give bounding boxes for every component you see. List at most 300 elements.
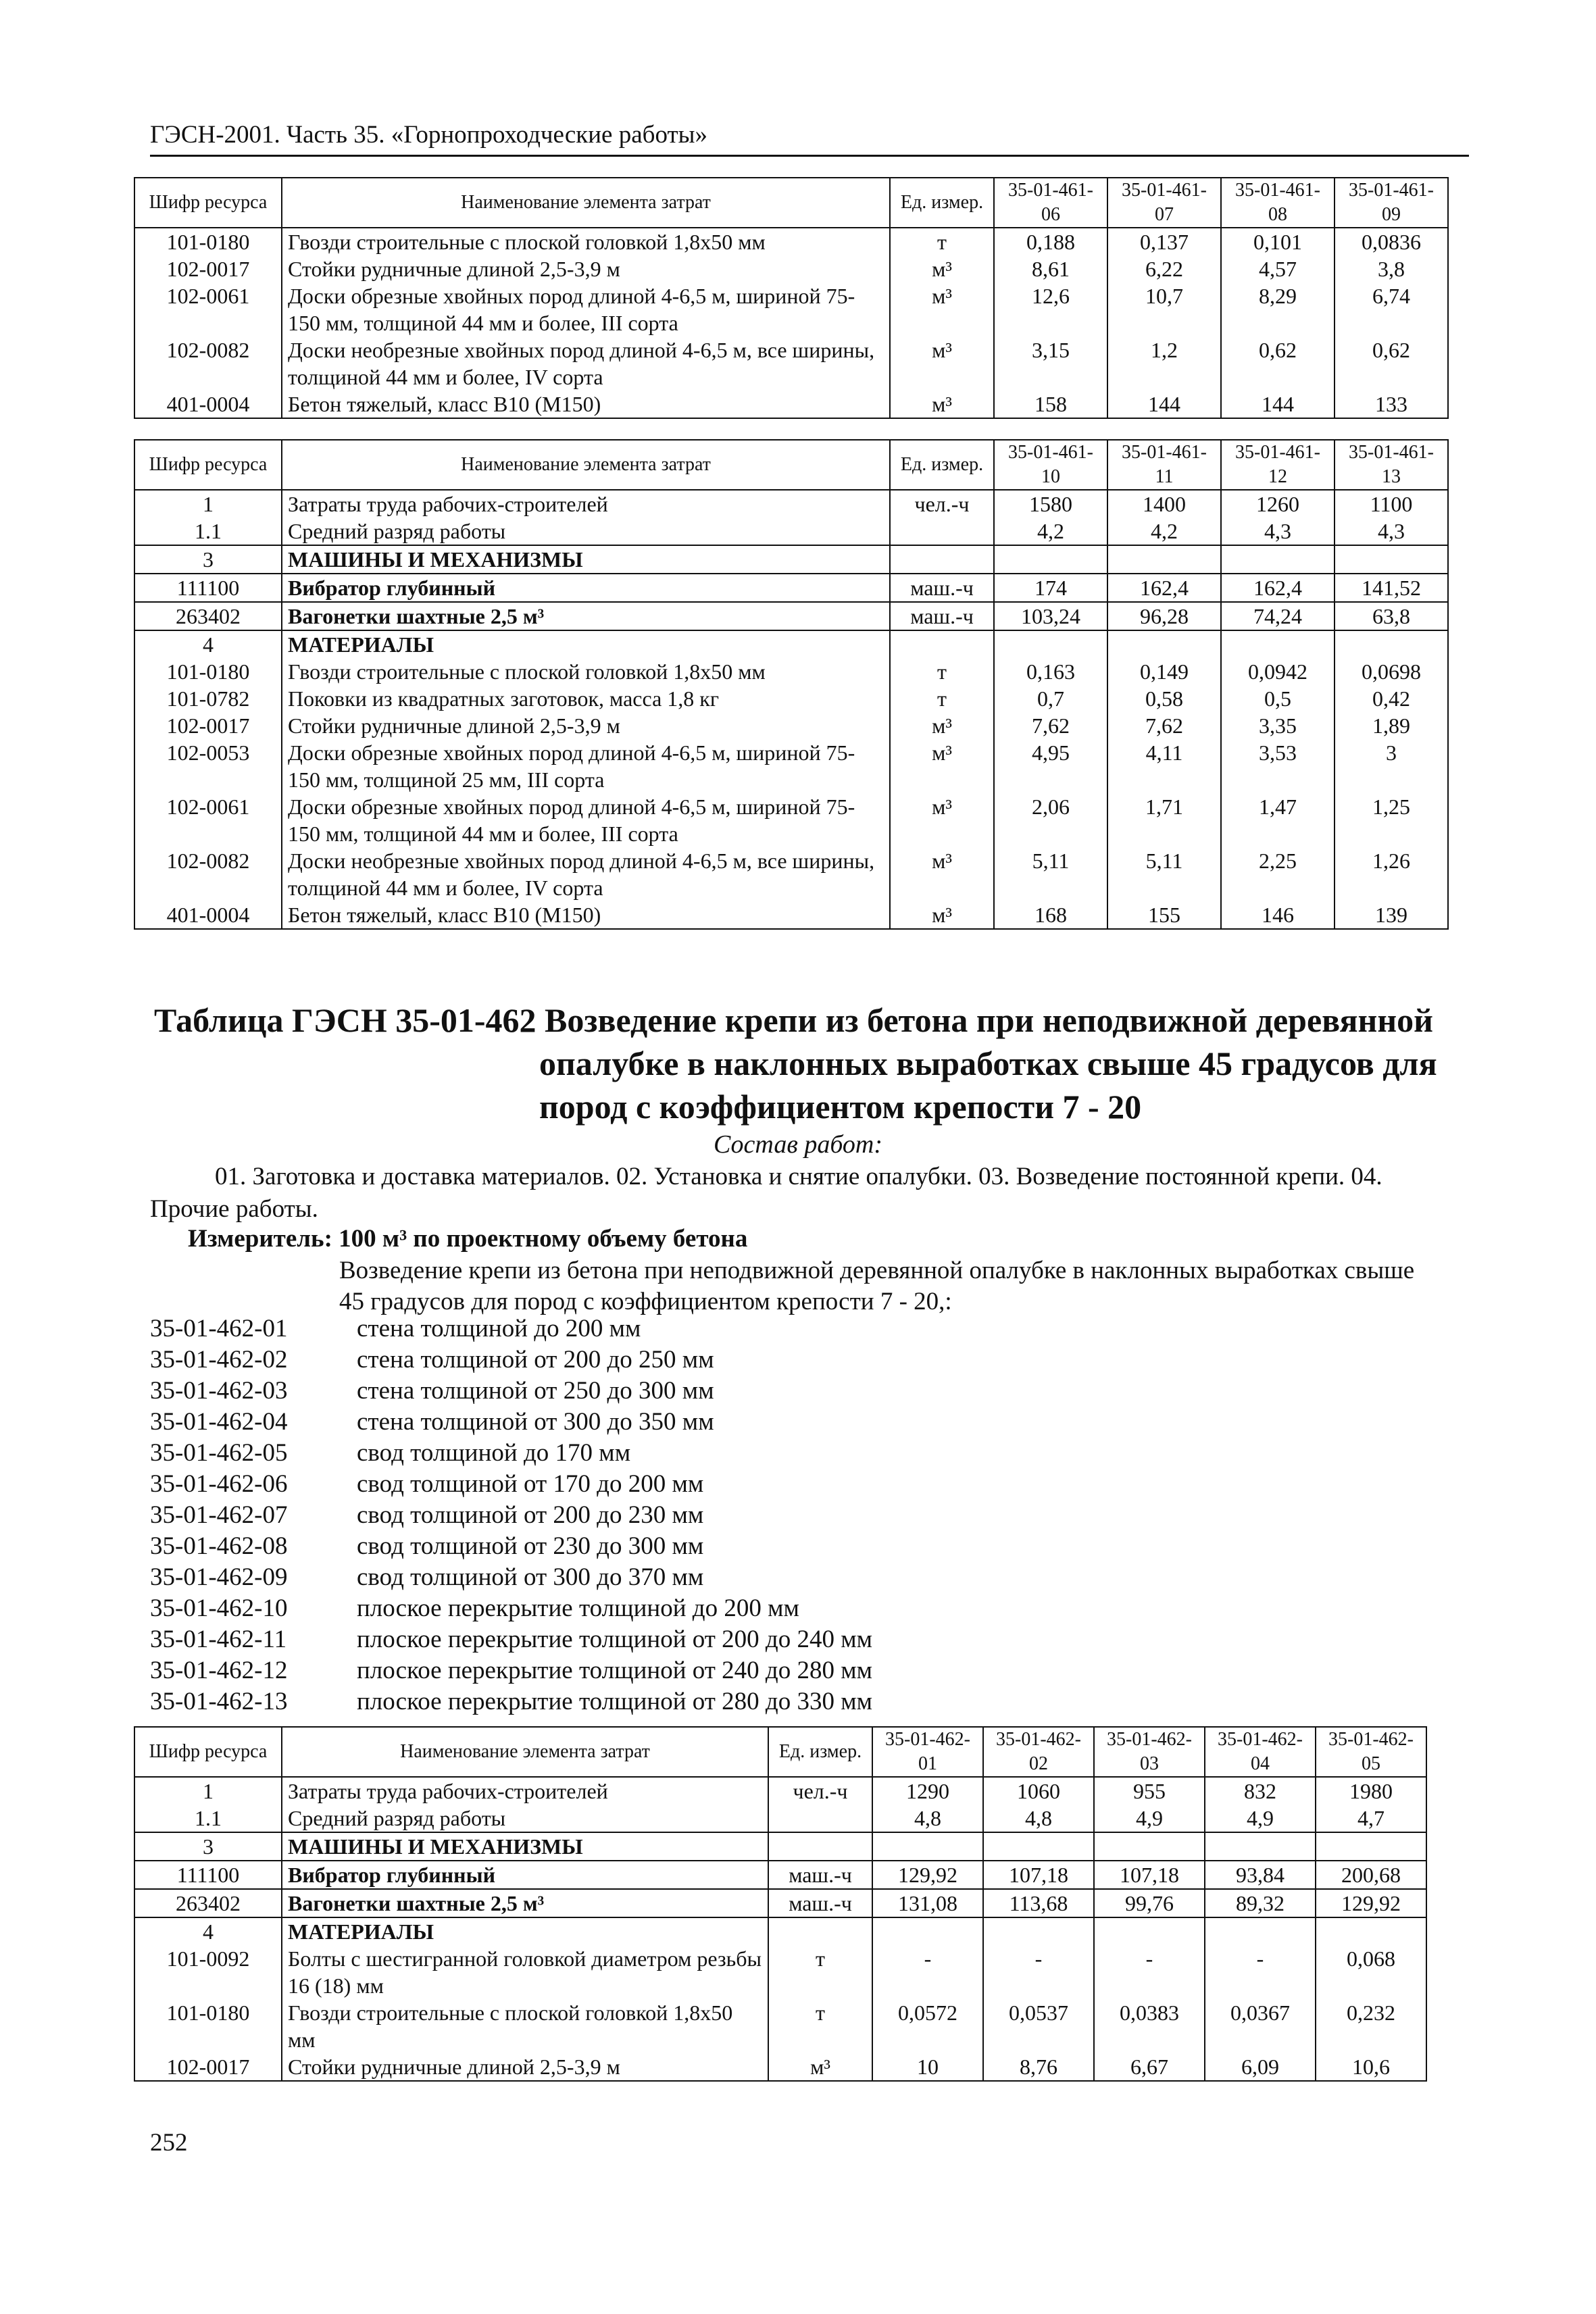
table-row xyxy=(134,336,1448,391)
resource-code: 102-0082 xyxy=(134,847,282,901)
resource-table-461-06-09 xyxy=(134,177,1449,419)
resource-code: 102-0017 xyxy=(134,712,282,739)
resource-unit xyxy=(768,1805,872,1832)
resource-value: 0,101 xyxy=(1221,228,1335,255)
table-row xyxy=(134,2053,1426,2081)
resource-value: - xyxy=(983,1945,1094,1999)
resource-value: 1100 xyxy=(1335,490,1448,518)
resource-value: 103,24 xyxy=(994,602,1107,630)
resource-value: 107,18 xyxy=(1094,1861,1205,1889)
resource-value xyxy=(1316,1917,1426,1945)
resource-value: 107,18 xyxy=(983,1861,1094,1889)
norm-item-code: 35-01-462-09 xyxy=(150,1563,288,1591)
resource-value: 74,24 xyxy=(1221,602,1335,630)
norm-item-code: 35-01-462-13 xyxy=(150,1688,288,1715)
resource-name: Средний разряд работы xyxy=(282,518,890,545)
resource-value: 5,11 xyxy=(994,847,1107,901)
table-title-line-3: пород с коэффициентом крепости 7 - 20 xyxy=(539,1088,1142,1126)
norm-item xyxy=(150,1376,872,1407)
resource-unit: м³ xyxy=(890,391,994,418)
resource-value: 7,62 xyxy=(994,712,1107,739)
table-row xyxy=(134,658,1448,685)
resource-code: 101-0180 xyxy=(134,1999,282,2053)
resource-value: 162,4 xyxy=(1221,574,1335,602)
norm-item xyxy=(150,1438,872,1469)
norm-item-desc: свод толщиной от 170 до 200 мм xyxy=(357,1470,704,1498)
resource-code: 3 xyxy=(134,545,282,574)
norm-item xyxy=(150,1593,872,1624)
resource-name: Доски обрезные хвойных пород длиной 4-6,5 м, шириной 75-150 мм, толщиной 44 мм и более, III сорта xyxy=(282,793,890,847)
resource-value: 0,0942 xyxy=(1221,658,1335,685)
resource-value: 93,84 xyxy=(1205,1861,1316,1889)
resource-name: МАШИНЫ И МЕХАНИЗМЫ xyxy=(282,1832,768,1861)
resource-value: 133 xyxy=(1335,391,1448,418)
resource-name: Гвозди строительные с плоской головкой 1,8x50 мм xyxy=(282,658,890,685)
running-header: ГЭСН-2001. Часть 35. «Горнопроходческие работы» xyxy=(150,120,1469,157)
resource-value: 0,0537 xyxy=(983,1999,1094,2053)
resource-code: 1.1 xyxy=(134,1805,282,1832)
resource-value: 4,8 xyxy=(983,1805,1094,1832)
norm-item-desc: свод толщиной от 230 до 300 мм xyxy=(357,1532,704,1560)
resource-value: 3,35 xyxy=(1221,712,1335,739)
resource-name: Бетон тяжелый, класс В10 (М150) xyxy=(282,901,890,929)
resource-value: 3 xyxy=(1335,739,1448,793)
resource-value: 832 xyxy=(1205,1777,1316,1805)
norm-item-code: 35-01-462-05 xyxy=(150,1439,288,1467)
resource-value: 3,15 xyxy=(994,336,1107,391)
header-unit: Ед. измер. xyxy=(890,178,994,228)
resource-name: МАТЕРИАЛЫ xyxy=(282,630,890,658)
resource-name: МАШИНЫ И МЕХАНИЗМЫ xyxy=(282,545,890,574)
resource-value: 1400 xyxy=(1107,490,1221,518)
table-header-row xyxy=(134,440,1448,490)
resource-unit: маш.-ч xyxy=(890,574,994,602)
resource-value: 0,0698 xyxy=(1335,658,1448,685)
resource-value: 131,08 xyxy=(872,1889,983,1917)
resource-name: Гвозди строительные с плоской головкой 1,8x50 мм xyxy=(282,228,890,255)
norm-item xyxy=(150,1500,872,1531)
resource-value xyxy=(994,545,1107,574)
resource-value xyxy=(1205,1832,1316,1861)
resource-value: 8,61 xyxy=(994,255,1107,282)
resource-code: 1.1 xyxy=(134,518,282,545)
resource-value: 2,25 xyxy=(1221,847,1335,901)
page-number: 252 xyxy=(150,2129,188,2157)
resource-value: 4,2 xyxy=(1107,518,1221,545)
resource-code: 1 xyxy=(134,1777,282,1805)
resource-value xyxy=(983,1917,1094,1945)
norm-item-desc: плоское перекрытие толщиной от 200 до 240 мм xyxy=(357,1626,873,1653)
header-norm-code: 35-01-461-12 xyxy=(1221,440,1335,490)
resource-value: 89,32 xyxy=(1205,1889,1316,1917)
resource-value: 168 xyxy=(994,901,1107,929)
norm-item xyxy=(150,1531,872,1562)
norm-item xyxy=(150,1344,872,1376)
resource-unit: м³ xyxy=(890,847,994,901)
header-name: Наименование элемента затрат xyxy=(282,1727,768,1777)
resource-code: 4 xyxy=(134,630,282,658)
norm-item-desc: стена толщиной от 300 до 350 мм xyxy=(357,1408,714,1436)
header-norm-code: 35-01-461-07 xyxy=(1107,178,1221,228)
resource-code: 102-0053 xyxy=(134,739,282,793)
norm-item-code: 35-01-462-01 xyxy=(150,1315,288,1342)
resource-value: 129,92 xyxy=(872,1861,983,1889)
resource-unit: м³ xyxy=(890,282,994,336)
table-row xyxy=(134,1861,1426,1889)
norm-item-desc: стена толщиной от 250 до 300 мм xyxy=(357,1377,714,1405)
table-row xyxy=(134,255,1448,282)
table-row xyxy=(134,391,1448,418)
norm-item xyxy=(150,1313,872,1344)
resource-code: 111100 xyxy=(134,1861,282,1889)
table-title-line-1: Таблица ГЭСН 35-01-462 Возведение крепи из бетона при неподвижной деревянной xyxy=(154,1001,1433,1039)
resource-name: Затраты труда рабочих-строителей xyxy=(282,490,890,518)
table-row xyxy=(134,228,1448,255)
resource-code: 101-0180 xyxy=(134,658,282,685)
resource-value: 6,22 xyxy=(1107,255,1221,282)
resource-value: 10,7 xyxy=(1107,282,1221,336)
norm-item xyxy=(150,1624,872,1655)
header-norm-code: 35-01-462-01 xyxy=(872,1727,983,1777)
resource-value: 129,92 xyxy=(1316,1889,1426,1917)
resource-value: 113,68 xyxy=(983,1889,1094,1917)
norm-item-desc: плоское перекрытие толщиной до 200 мм xyxy=(357,1594,799,1622)
resource-value: 4,57 xyxy=(1221,255,1335,282)
resource-value: 144 xyxy=(1107,391,1221,418)
resource-value: 0,7 xyxy=(994,685,1107,712)
resource-value: 174 xyxy=(994,574,1107,602)
resource-name: Стойки рудничные длиной 2,5-3,9 м xyxy=(282,712,890,739)
table-header-row xyxy=(134,178,1448,228)
resource-value: 3,53 xyxy=(1221,739,1335,793)
resource-name: Средний разряд работы xyxy=(282,1805,768,1832)
resource-code: 101-0782 xyxy=(134,685,282,712)
resource-unit: м³ xyxy=(890,336,994,391)
norm-item-desc: плоское перекрытие толщиной от 280 до 330 мм xyxy=(357,1688,873,1715)
resource-value: 4,3 xyxy=(1335,518,1448,545)
resource-value: 4,3 xyxy=(1221,518,1335,545)
norm-item-code: 35-01-462-11 xyxy=(150,1626,287,1653)
table-row xyxy=(134,518,1448,545)
resource-value xyxy=(983,1832,1094,1861)
resource-code: 1 xyxy=(134,490,282,518)
resource-code: 102-0082 xyxy=(134,336,282,391)
resource-unit: маш.-ч xyxy=(890,602,994,630)
resource-value: 1,89 xyxy=(1335,712,1448,739)
resource-value: 1260 xyxy=(1221,490,1335,518)
resource-value xyxy=(1094,1917,1205,1945)
norm-item xyxy=(150,1407,872,1438)
resource-unit: т xyxy=(890,228,994,255)
resource-value xyxy=(1107,545,1221,574)
resource-code: 401-0004 xyxy=(134,391,282,418)
resource-value: 5,11 xyxy=(1107,847,1221,901)
resource-value: 4,2 xyxy=(994,518,1107,545)
resource-value xyxy=(1335,630,1448,658)
resource-value: 0,62 xyxy=(1335,336,1448,391)
header-norm-code: 35-01-461-13 xyxy=(1335,440,1448,490)
resource-unit: маш.-ч xyxy=(768,1861,872,1889)
resource-value: 10 xyxy=(872,2053,983,2081)
resource-unit: м³ xyxy=(890,793,994,847)
resource-value xyxy=(872,1832,983,1861)
norm-item xyxy=(150,1469,872,1500)
resource-code: 101-0180 xyxy=(134,228,282,255)
resource-value: 4,9 xyxy=(1094,1805,1205,1832)
header-norm-code: 35-01-461-08 xyxy=(1221,178,1335,228)
resource-unit xyxy=(768,1917,872,1945)
resource-name: Доски необрезные хвойных пород длиной 4-6,5 м, все ширины, толщиной 44 мм и более, IV сорта xyxy=(282,336,890,391)
table-row xyxy=(134,1777,1426,1805)
table-row xyxy=(134,685,1448,712)
resource-value xyxy=(1221,545,1335,574)
resource-value: 96,28 xyxy=(1107,602,1221,630)
norm-item xyxy=(150,1655,872,1686)
norm-item-list xyxy=(150,1313,872,1717)
work-composition-text: 01. Заготовка и доставка материалов. 02. Установка и снятие опалубки. 03. Возведение постоянной крепи. 04. Прочие работы. xyxy=(150,1163,1382,1223)
norm-item-desc: свод толщиной от 300 до 370 мм xyxy=(357,1563,704,1591)
work-composition-heading: Состав работ: xyxy=(713,1130,883,1159)
resource-value: 162,4 xyxy=(1107,574,1221,602)
resource-value: 4,11 xyxy=(1107,739,1221,793)
resource-unit xyxy=(890,545,994,574)
norm-item-desc: свод толщиной от 200 до 230 мм xyxy=(357,1501,704,1529)
resource-value: 1,47 xyxy=(1221,793,1335,847)
resource-name: Стойки рудничные длиной 2,5-3,9 м xyxy=(282,2053,768,2081)
measure-unit: Измеритель: 100 м³ по проектному объему бетона xyxy=(188,1225,748,1253)
header-code: Шифр ресурса xyxy=(134,440,282,490)
norm-item-desc: стена толщиной до 200 мм xyxy=(357,1315,641,1342)
resource-name: Доски необрезные хвойных пород длиной 4-6,5 м, все ширины, толщиной 44 мм и более, IV сорта xyxy=(282,847,890,901)
table-row xyxy=(134,490,1448,518)
header-norm-code: 35-01-461-09 xyxy=(1335,178,1448,228)
norm-item-code: 35-01-462-03 xyxy=(150,1377,288,1405)
table-row xyxy=(134,901,1448,929)
table-row xyxy=(134,1832,1426,1861)
resource-code: 102-0017 xyxy=(134,2053,282,2081)
table-row xyxy=(134,739,1448,793)
resource-code: 102-0061 xyxy=(134,282,282,336)
resource-value: 1,2 xyxy=(1107,336,1221,391)
resource-value: 0,188 xyxy=(994,228,1107,255)
norm-item-desc: плоское перекрытие толщиной от 240 до 280 мм xyxy=(357,1657,873,1684)
header-name: Наименование элемента затрат xyxy=(282,178,890,228)
resource-value: 6,74 xyxy=(1335,282,1448,336)
resource-value: 0,0383 xyxy=(1094,1999,1205,2053)
resource-unit xyxy=(890,518,994,545)
resource-value: 0,232 xyxy=(1316,1999,1426,2053)
header-name: Наименование элемента затрат xyxy=(282,440,890,490)
resource-unit: чел.-ч xyxy=(768,1777,872,1805)
resource-unit: т xyxy=(890,658,994,685)
resource-table-462-01-05 xyxy=(134,1726,1427,2082)
resource-value: 1,26 xyxy=(1335,847,1448,901)
resource-value: 0,137 xyxy=(1107,228,1221,255)
table-row xyxy=(134,1917,1426,1945)
norm-item-code: 35-01-462-08 xyxy=(150,1532,288,1560)
resource-value: - xyxy=(1205,1945,1316,1999)
resource-value: 1,25 xyxy=(1335,793,1448,847)
norm-item-code: 35-01-462-12 xyxy=(150,1657,288,1684)
resource-unit: маш.-ч xyxy=(768,1889,872,1917)
resource-name: Вагонетки шахтные 2,5 м³ xyxy=(282,1889,768,1917)
resource-unit: м³ xyxy=(890,712,994,739)
norm-item-code: 35-01-462-10 xyxy=(150,1594,288,1622)
resource-value: 0,0572 xyxy=(872,1999,983,2053)
norm-item-code: 35-01-462-02 xyxy=(150,1346,288,1374)
table-row xyxy=(134,1889,1426,1917)
resource-value xyxy=(994,630,1107,658)
resource-name: Вагонетки шахтные 2,5 м³ xyxy=(282,602,890,630)
resource-name: Болты с шестигранной головкой диаметром резьбы 16 (18) мм xyxy=(282,1945,768,1999)
table-row xyxy=(134,1999,1426,2053)
norm-item-code: 35-01-462-07 xyxy=(150,1501,288,1529)
resource-unit: чел.-ч xyxy=(890,490,994,518)
table-row xyxy=(134,602,1448,630)
resource-code: 263402 xyxy=(134,1889,282,1917)
resource-value: 144 xyxy=(1221,391,1335,418)
header-norm-code: 35-01-462-02 xyxy=(983,1727,1094,1777)
header-norm-code: 35-01-461-11 xyxy=(1107,440,1221,490)
header-norm-code: 35-01-462-03 xyxy=(1094,1727,1205,1777)
resource-value: 1060 xyxy=(983,1777,1094,1805)
resource-value xyxy=(872,1917,983,1945)
resource-value: 155 xyxy=(1107,901,1221,929)
table-row xyxy=(134,793,1448,847)
table-header-row xyxy=(134,1727,1426,1777)
resource-value: 2,06 xyxy=(994,793,1107,847)
resource-value xyxy=(1107,630,1221,658)
resource-value: 1980 xyxy=(1316,1777,1426,1805)
resource-value: 12,6 xyxy=(994,282,1107,336)
norm-intro: Возведение крепи из бетона при неподвижной деревянной опалубке в наклонных выработках свыше 45 градусов для пород с коэффициентом крепости 7 - 20,: xyxy=(339,1257,1415,1315)
resource-value: 0,068 xyxy=(1316,1945,1426,1999)
table-row xyxy=(134,712,1448,739)
resource-value: 8,76 xyxy=(983,2053,1094,2081)
resource-code: 263402 xyxy=(134,602,282,630)
resource-value: 0,0836 xyxy=(1335,228,1448,255)
header-unit: Ед. измер. xyxy=(768,1727,872,1777)
resource-name: Стойки рудничные длиной 2,5-3,9 м xyxy=(282,255,890,282)
header-norm-code: 35-01-461-10 xyxy=(994,440,1107,490)
resource-value: 1290 xyxy=(872,1777,983,1805)
resource-code: 101-0092 xyxy=(134,1945,282,1999)
resource-value: 0,0367 xyxy=(1205,1999,1316,2053)
resource-unit xyxy=(768,1832,872,1861)
resource-unit: т xyxy=(768,1999,872,2053)
resource-value: 1580 xyxy=(994,490,1107,518)
resource-value: 4,7 xyxy=(1316,1805,1426,1832)
table-row xyxy=(134,1945,1426,1999)
resource-value: 99,76 xyxy=(1094,1889,1205,1917)
resource-value xyxy=(1335,545,1448,574)
resource-name: МАТЕРИАЛЫ xyxy=(282,1917,768,1945)
table-row xyxy=(134,630,1448,658)
header-code: Шифр ресурса xyxy=(134,1727,282,1777)
resource-value: - xyxy=(1094,1945,1205,1999)
header-norm-code: 35-01-461-06 xyxy=(994,178,1107,228)
norm-item-code: 35-01-462-04 xyxy=(150,1408,288,1436)
resource-name: Доски обрезные хвойных пород длиной 4-6,5 м, шириной 75-150 мм, толщиной 25 мм, III сорта xyxy=(282,739,890,793)
resource-value: 158 xyxy=(994,391,1107,418)
resource-value: 0,62 xyxy=(1221,336,1335,391)
resource-value: 7,62 xyxy=(1107,712,1221,739)
resource-value: 0,149 xyxy=(1107,658,1221,685)
resource-value: 200,68 xyxy=(1316,1861,1426,1889)
resource-value: 4,9 xyxy=(1205,1805,1316,1832)
resource-unit: м³ xyxy=(890,739,994,793)
resource-value: 0,42 xyxy=(1335,685,1448,712)
resource-value: 8,29 xyxy=(1221,282,1335,336)
resource-value: 0,163 xyxy=(994,658,1107,685)
resource-name: Затраты труда рабочих-строителей xyxy=(282,1777,768,1805)
resource-unit: м³ xyxy=(768,2053,872,2081)
resource-name: Поковки из квадратных заготовок, масса 1,8 кг xyxy=(282,685,890,712)
header-code: Шифр ресурса xyxy=(134,178,282,228)
table-row xyxy=(134,574,1448,602)
header-unit: Ед. измер. xyxy=(890,440,994,490)
resource-unit: м³ xyxy=(890,901,994,929)
resource-name: Гвозди строительные с плоской головкой 1,8x50 мм xyxy=(282,1999,768,2053)
resource-value: 10,6 xyxy=(1316,2053,1426,2081)
resource-value: 0,58 xyxy=(1107,685,1221,712)
norm-item-desc: стена толщиной от 200 до 250 мм xyxy=(357,1346,714,1374)
resource-code: 3 xyxy=(134,1832,282,1861)
norm-item xyxy=(150,1686,872,1717)
resource-code: 111100 xyxy=(134,574,282,602)
resource-name: Бетон тяжелый, класс В10 (М150) xyxy=(282,391,890,418)
resource-value xyxy=(1094,1832,1205,1861)
resource-code: 102-0017 xyxy=(134,255,282,282)
header-norm-code: 35-01-462-04 xyxy=(1205,1727,1316,1777)
resource-value: 3,8 xyxy=(1335,255,1448,282)
resource-table-461-10-13 xyxy=(134,439,1449,930)
table-title-line-2: опалубке в наклонных выработках свыше 45 градусов для xyxy=(539,1045,1437,1082)
resource-value xyxy=(1221,630,1335,658)
resource-unit xyxy=(890,630,994,658)
resource-value: 6,09 xyxy=(1205,2053,1316,2081)
resource-value: 0,5 xyxy=(1221,685,1335,712)
resource-value: 139 xyxy=(1335,901,1448,929)
resource-value: 955 xyxy=(1094,1777,1205,1805)
resource-value: 141,52 xyxy=(1335,574,1448,602)
resource-value: 6,67 xyxy=(1094,2053,1205,2081)
resource-code: 401-0004 xyxy=(134,901,282,929)
header-norm-code: 35-01-462-05 xyxy=(1316,1727,1426,1777)
resource-value: 4,8 xyxy=(872,1805,983,1832)
resource-code: 102-0061 xyxy=(134,793,282,847)
resource-name: Вибратор глубинный xyxy=(282,1861,768,1889)
norm-item xyxy=(150,1562,872,1593)
resource-code: 4 xyxy=(134,1917,282,1945)
resource-unit: м³ xyxy=(890,255,994,282)
resource-value: 146 xyxy=(1221,901,1335,929)
resource-value: 4,95 xyxy=(994,739,1107,793)
resource-unit: т xyxy=(890,685,994,712)
table-title xyxy=(154,999,1472,1128)
resource-unit: т xyxy=(768,1945,872,1999)
resource-value xyxy=(1316,1832,1426,1861)
resource-value: 63,8 xyxy=(1335,602,1448,630)
table-row xyxy=(134,545,1448,574)
norm-item-desc: свод толщиной до 170 мм xyxy=(357,1439,631,1467)
resource-name: Вибратор глубинный xyxy=(282,574,890,602)
resource-name: Доски обрезные хвойных пород длиной 4-6,5 м, шириной 75-150 мм, толщиной 44 мм и более, III сорта xyxy=(282,282,890,336)
table-row xyxy=(134,847,1448,901)
resource-value xyxy=(1205,1917,1316,1945)
table-row xyxy=(134,282,1448,336)
table-row xyxy=(134,1805,1426,1832)
